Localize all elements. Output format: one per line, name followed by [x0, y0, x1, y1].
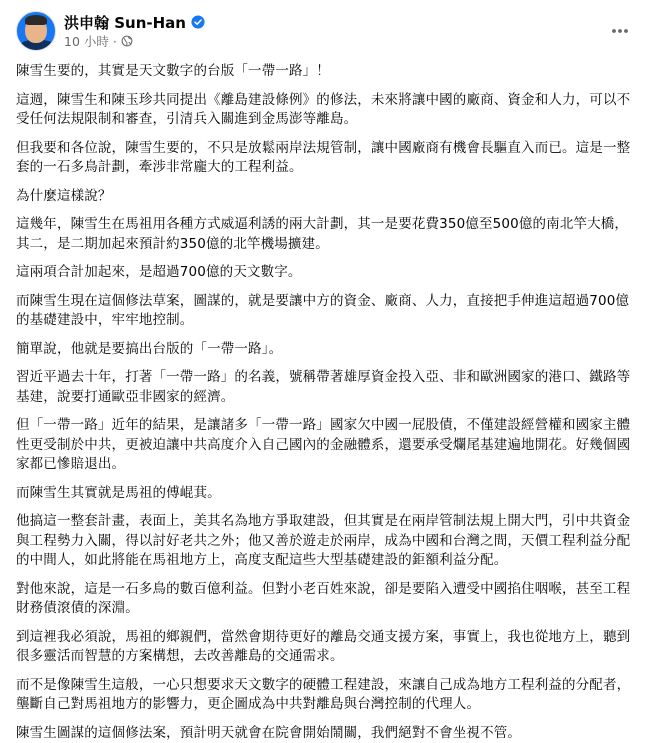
post-paragraph: 到這裡我必須說，馬祖的鄉親們，當然會期待更好的離島交通支援方案，事實上，我也從地方上，聽到很多靈活而智慧的方案構想，去改善離島的交通需求。 — [16, 628, 632, 667]
post-paragraph: 對他來說，這是一石多鳥的數百億利益。但對小老百姓來說，卻是要陷入遭受中國掐住咽喉，甚至工程財務債滾債的深淵。 — [16, 580, 632, 619]
post-paragraph: 而陳雪生其實就是馬祖的傅崐萁。 — [16, 484, 632, 504]
post-paragraph: 這週，陳雪生和陳玉珍共同提出《離島建設條例》的修法，未來將讓中國的廠商、資金和人力，可以不受任何法規限制和審查，引清兵入關進到金馬澎等離島。 — [16, 91, 632, 130]
post-paragraph: 陳雪生圖謀的這個修法案，預計明天就會在院會開始鬧關，我們絕對不會坐視不管。 — [16, 724, 632, 743]
author-avatar[interactable] — [16, 11, 56, 51]
post-paragraph: 而不是像陳雪生這般，一心只想要求天文數字的硬體工程建設，來讓自己成為地方工程利益的分配者，壟斷自己對馬祖地方的影響力，更企圖成為中共對離島與台灣控制的代理人。 — [16, 676, 632, 715]
globe-icon — [121, 35, 133, 47]
verified-badge-icon — [191, 15, 205, 29]
more-options-icon — [610, 21, 630, 41]
post-paragraph: 陳雪生要的，其實是天文數字的台版「一帶一路」！ — [16, 62, 632, 82]
post-paragraph: 這兩項合計加起來，是超過700億的天文數字。 — [16, 263, 632, 283]
post-paragraph: 習近平過去十年，打著「一帶一路」的名義，號稱帶著雄厚資金投入亞、非和歐洲國家的港口、鐵路等基建，說要打通歐亞非國家的經濟。 — [16, 368, 632, 407]
post-body — [16, 62, 632, 743]
more-options-button[interactable] — [602, 13, 638, 49]
post-paragraph: 這幾年，陳雪生在馬祖用各種方式威逼利誘的兩大計劃，其一是要花費350億至500億的南北竿大橋，其二，是二期加起來預計約350億的北竿機場擴建。 — [16, 215, 632, 254]
post-timestamp[interactable]: 10 小時 — [64, 32, 109, 50]
post-paragraph: 為什麼這樣說？ — [16, 187, 632, 207]
post-header — [16, 0, 632, 62]
author-row — [64, 12, 602, 32]
post-paragraph: 但「一帶一路」近年的結果，是讓諸多「一帶一路」國家欠中國一屁股債，不僅建設經營權和國家主體性更受制於中共，更被迫讓中共高度介入自己國內的金融體系，還要承受爛尾基建遍地開花。好幾個國家都已慘賠退出。 — [16, 416, 632, 475]
post-paragraph: 簡單說，他就是要搞出台版的「一帶一路」。 — [16, 340, 632, 360]
author-name[interactable]: 洪申翰 Sun-Han — [64, 12, 186, 33]
post-paragraph: 而陳雪生現在這個修法草案，圖謀的，就是要讓中方的資金、廠商、人力，直接把手伸進這超過700億的基礎建設中，牢牢地控制。 — [16, 292, 632, 331]
post-time-row — [64, 32, 602, 50]
post-meta — [64, 12, 602, 50]
separator-dot: · — [113, 34, 117, 49]
post-paragraph: 他搞這一整套計畫，表面上，美其名為地方爭取建設，但其實是在兩岸管制法規上開大門，引中共資金與工程勢力入關，得以討好老共之外；他又善於遊走於兩岸，成為中國和台灣之間，天價工程利益分配的中間人，如此將能在馬祖地方上，高度支配這些大型基礎建設的鉅額利益分配。 — [16, 512, 632, 571]
post-paragraph: 但我要和各位說，陳雪生要的，不只是放鬆兩岸法規管制，讓中國廠商有機會長驅直入而已。這是一整套的一石多鳥計劃，牽涉非常龐大的工程利益。 — [16, 139, 632, 178]
